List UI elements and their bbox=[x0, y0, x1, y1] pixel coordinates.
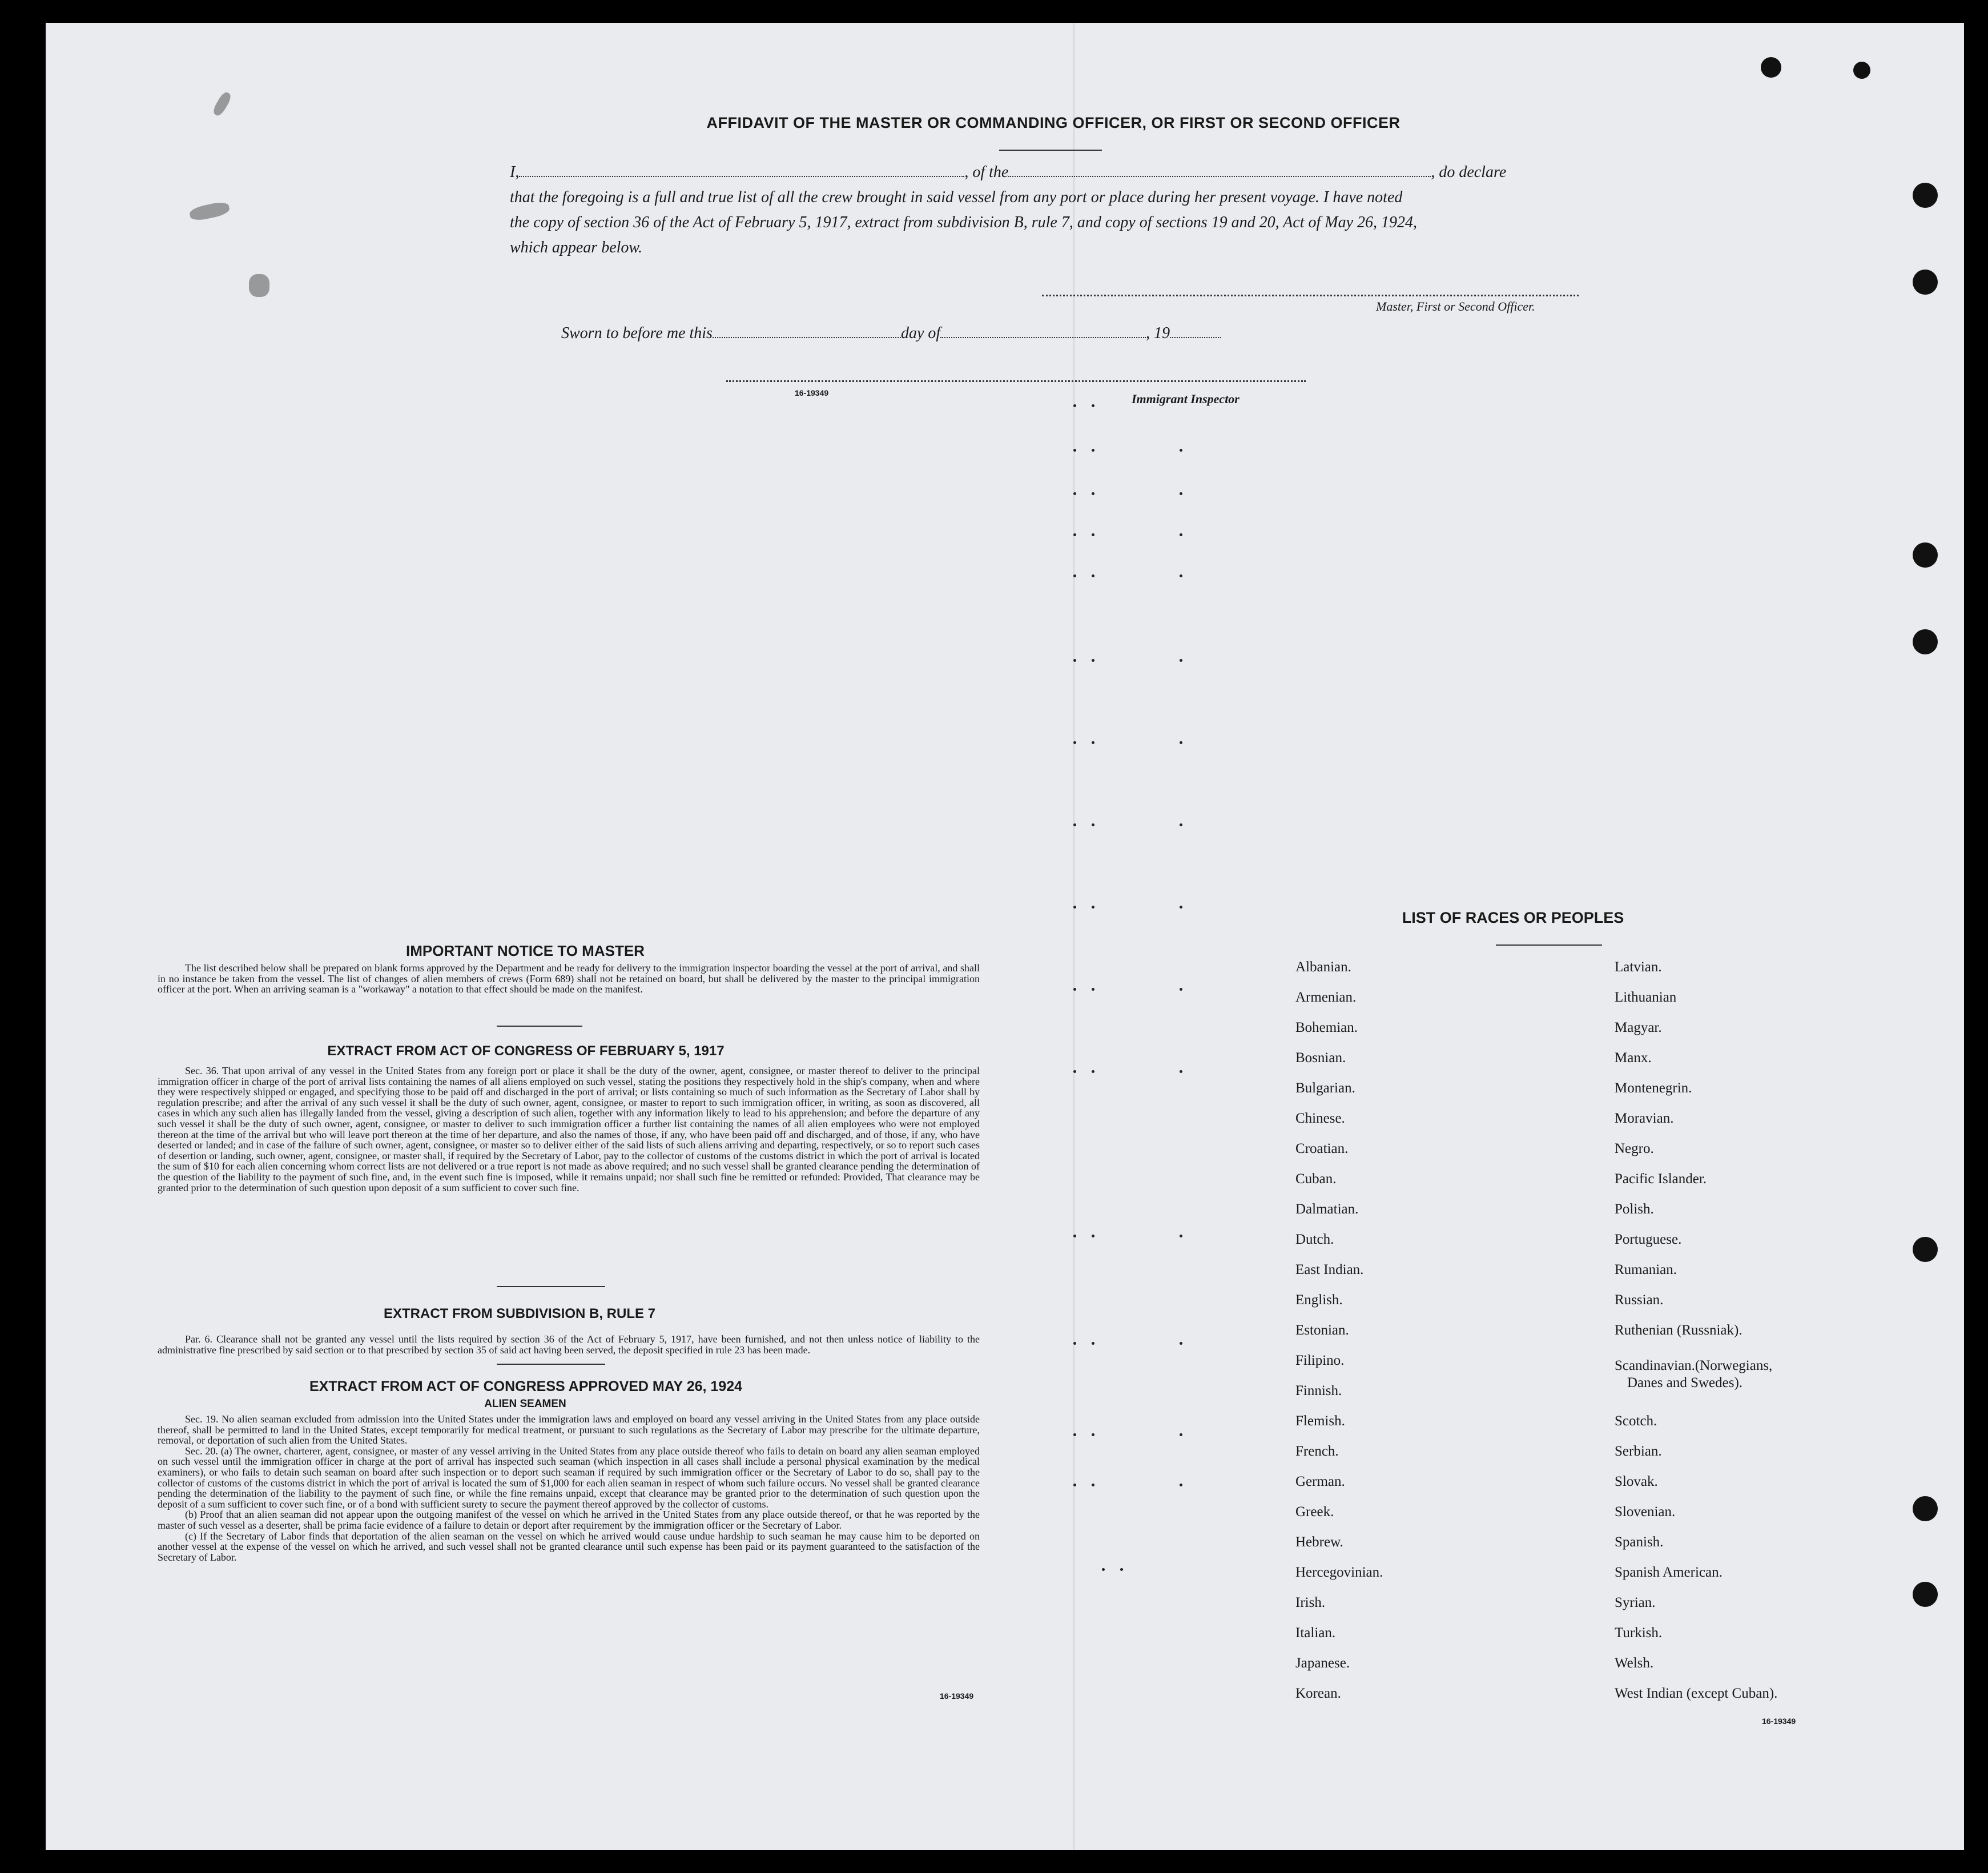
race-item: Russian. bbox=[1615, 1292, 1664, 1308]
ink-smudge bbox=[188, 200, 230, 222]
notice-paragraph: The list described below shall be prepared on blank forms approved by the Department and be ready for delivery to the immigration inspector boarding the vessel at the port of arrival, and shall in no instance be taken from the vessel. The list of changes of alien members of crews (Form 689) shall not be retained on board, but shall be delivered by the master to the principal immigration officer at the port. When an arriving seaman is a "workaway" a notation to that effect should be made on the manifest. bbox=[158, 962, 980, 995]
day-of-label: day of bbox=[900, 324, 941, 342]
form-number: 16-19349 bbox=[1762, 1717, 1796, 1726]
title-rule bbox=[999, 150, 1102, 151]
race-item: Slovenian. bbox=[1615, 1504, 1676, 1520]
race-item: Latvian. bbox=[1615, 959, 1662, 975]
race-item: English. bbox=[1295, 1292, 1343, 1308]
sworn-line bbox=[561, 324, 1361, 343]
ink-smudge bbox=[211, 90, 233, 117]
race-item: Slovak. bbox=[1615, 1474, 1658, 1489]
race-item: Chinese. bbox=[1295, 1111, 1345, 1126]
rule-7-title: EXTRACT FROM SUBDIVISION B, RULE 7 bbox=[383, 1306, 656, 1321]
extract-1924-body bbox=[158, 1414, 980, 1562]
sec-19-paragraph: Sec. 19. No alien seaman excluded from admission into the United States under the immigration laws and employed on board any vessel arriving in the United States from any place outside thereof, shall be permitted to land in the United States, except temporarily for medical treatment, or pursuant to such regulations as the Secretary of Labor may prescribe for the ultimate departure, removal, or deportation of such alien from the United States. bbox=[158, 1413, 980, 1446]
section-rule bbox=[497, 1026, 582, 1027]
punch-hole bbox=[1913, 1582, 1938, 1607]
punch-hole bbox=[1913, 1237, 1938, 1262]
par-6-paragraph: Par. 6. Clearance shall not be granted any vessel until the lists required by section 36 of the Act of February 5, 1917, have been furnished, and not then unless notice of liability to the administrative fine prescribed by said section or to that prescribed by section 35 of said act having been served, the deposit specified in rule 23 has been made. bbox=[158, 1333, 980, 1356]
punch-hole bbox=[1853, 62, 1870, 79]
month-blank[interactable] bbox=[940, 337, 1146, 338]
race-item: Croatian. bbox=[1295, 1141, 1349, 1156]
race-item: Finnish. bbox=[1295, 1383, 1342, 1398]
race-item: Spanish. bbox=[1615, 1534, 1664, 1550]
race-item: Japanese. bbox=[1295, 1655, 1350, 1671]
race-item: West Indian (except Cuban). bbox=[1615, 1686, 1778, 1701]
race-item: Filipino. bbox=[1295, 1353, 1345, 1368]
race-item: Turkish. bbox=[1615, 1625, 1663, 1641]
sec-20a-paragraph: Sec. 20. (a) The owner, charterer, agent, consignee, or master of any vessel arriving in the United States from any place outside thereof who fails to detain on board any alien seaman employed on such vessel until the immigration officer in charge at the port of arrival has inspected such seaman (which inspection in all cases shall include a personal physical examination by the medical examiners), or who fails to detain such seaman on board after such inspection or to deport such seaman if required by such immigration officer or the Secretary of Labor to do so, shall pay to the collector of customs of the customs district in which the port of arrival is located the sum of $1,000 for each alien seaman in respect of whom such failure occurs. No vessel shall be granted clearance pending the determination of the liability to the payment of such fine, or while the fine remains unpaid, except that clearance may be granted prior to the determination of such question upon the deposit of a sum sufficient to cover such fine, or of a bond with sufficient surety to secure the payment thereof approved by the collector of customs. bbox=[158, 1445, 980, 1510]
races-title: LIST OF RACES OR PEOPLES bbox=[1402, 909, 1624, 926]
document-sheet bbox=[46, 23, 1964, 1850]
master-signature-caption: Master, First or Second Officer. bbox=[1376, 299, 1535, 313]
day-blank[interactable] bbox=[713, 337, 901, 338]
race-item: Armenian. bbox=[1295, 990, 1357, 1005]
inspector-signature-line[interactable] bbox=[726, 380, 1306, 382]
race-item: Manx. bbox=[1615, 1050, 1652, 1066]
affidavit-title: AFFIDAVIT OF THE MASTER OR COMMANDING OFFICER, OR FIRST OR SECOND OFFICER bbox=[706, 114, 1401, 131]
affidavit-line-2: that the foregoing is a full and true list of all the crew brought in said vessel from any port or place during her present voyage. I have noted bbox=[510, 188, 1403, 206]
ink-smudge bbox=[249, 274, 269, 297]
punch-hole bbox=[1761, 57, 1781, 78]
affidavit-line-4: which appear below. bbox=[510, 239, 643, 256]
extract-1924-title: EXTRACT FROM ACT OF CONGRESS APPROVED MAY 26, 1924 bbox=[309, 1378, 743, 1394]
races-title-rule bbox=[1496, 944, 1602, 946]
sec-36-paragraph: Sec. 36. That upon arrival of any vessel in the United States from any foreign port or place it shall be the duty of the owner, agent, consignee, or master thereof to deliver to the principal immigration officer in charge of the port of arrival lists containing the names of all aliens employed on such vessel, stating the positions they respectively hold in the ship's company, when and where they were respectively shipped or engaged, and specifying those to be paid off and discharged in the port of arrival; or lists containing so much of such information as the Secretary of Labor shall by regulation prescribe; and after the arrival of any such vessel it shall be the duty of such owner, agent, consignee, or master to report to such immigration officer, in writing, as soon as discovered, all cases in which any such alien has illegally landed from the vessel, giving a description of such alien, together with any information likely to lead to his apprehension; and before the departure of any such vessel it shall be the duty of such owner, agent, consignee, or master to deliver to such immigration officer a further list containing the names of all alien employees who were not employed thereon at the time of the arrival but who will leave port thereon at the time of her departure, and also the names of those, if any, who have been paid off and discharged, and of those, if any, who have deserted or landed; and in case of the failure of such owner, agent, consignee, or master so to deliver either of the said lists of such aliens arriving and departing, respectively, or so to report such cases of desertion or landing, such owner, agent, consignee, or master shall, if required by the Secretary of Labor, pay to the collector of customs of the customs district in which the port of arrival is located the sum of $10 for each alien concerning whom correct lists are not delivered or a true report is not made as above required; and no such vessel shall be granted clearance pending the determination of the question of the liability to the payment of such fine, and, in the event such fine is imposed, while it remains unpaid; nor shall such fine be remitted or refunded: Provided, That clearance may be granted prior to the determination of such question upon deposit of a sum sufficient to cover such fine. bbox=[158, 1065, 980, 1193]
punch-hole bbox=[1913, 1496, 1938, 1521]
extract-1917-body bbox=[158, 1066, 980, 1193]
race-item: Polish. bbox=[1615, 1201, 1654, 1217]
inspector-caption: Immigrant Inspector bbox=[1132, 392, 1240, 406]
form-number: 16-19349 bbox=[795, 388, 829, 397]
race-item: Magyar. bbox=[1615, 1020, 1662, 1035]
race-item: Spanish American. bbox=[1615, 1565, 1723, 1580]
race-item: East Indian. bbox=[1295, 1262, 1364, 1277]
race-item: Negro. bbox=[1615, 1141, 1654, 1156]
extract-1917-title: EXTRACT FROM ACT OF CONGRESS OF FEBRUARY 5, 1917 bbox=[327, 1043, 725, 1059]
race-item: Italian. bbox=[1295, 1625, 1336, 1641]
race-item: Dalmatian. bbox=[1295, 1201, 1359, 1217]
race-item: Welsh. bbox=[1615, 1655, 1654, 1671]
name-blank[interactable] bbox=[519, 176, 964, 177]
section-rule bbox=[497, 1286, 605, 1287]
race-item: Ruthenian (Russniak). bbox=[1615, 1323, 1742, 1338]
of-the-label: , of the bbox=[964, 163, 1009, 181]
race-item: Syrian. bbox=[1615, 1595, 1656, 1610]
sec-20c-paragraph: (c) If the Secretary of Labor finds that deportation of the alien seaman on the vessel on which he arrived would cause undue hardship to such seaman he may cause him to be deported on another vessel at the expense of the vessel on which he arrived, and such vessel shall not be granted clearance until such expense has been paid or its payment guaranteed to the satisfaction of the Secretary of Labor. bbox=[158, 1530, 980, 1563]
sec-20b-paragraph: (b) Proof that an alien seaman did not appear upon the outgoing manifest of the vessel on which he arrived in the United States from any place outside thereof, or that he was reported by the master of such vessel as a deserter, shall be prima facie evidence of a failure to detain or deport after requirement by the immigration officer or the Secretary of Labor. bbox=[158, 1509, 980, 1531]
page-fold bbox=[1073, 23, 1075, 1850]
year-blank[interactable] bbox=[1170, 337, 1221, 338]
affidavit-line-3: the copy of section 36 of the Act of February 5, 1917, extract from subdivision B, rule 7, and copy of sections 19 and 20, Act of May 26, 1924, bbox=[510, 214, 1418, 231]
i-label: I, bbox=[510, 163, 520, 181]
race-item: Pacific Islander. bbox=[1615, 1171, 1707, 1187]
punch-hole bbox=[1913, 629, 1938, 654]
notice-title: IMPORTANT NOTICE TO MASTER bbox=[406, 942, 645, 959]
race-item: Scotch. bbox=[1615, 1413, 1657, 1429]
race-item: Korean. bbox=[1295, 1686, 1341, 1701]
race-item: Montenegrin. bbox=[1615, 1080, 1692, 1096]
race-item: Estonian. bbox=[1295, 1323, 1349, 1338]
sworn-label: Sworn to before me this bbox=[561, 324, 713, 342]
race-item: Dutch. bbox=[1295, 1232, 1334, 1247]
race-item: Bohemian. bbox=[1295, 1020, 1358, 1035]
race-item: Portuguese. bbox=[1615, 1232, 1682, 1247]
race-item: Danes and Swedes). bbox=[1627, 1375, 1743, 1390]
race-item: French. bbox=[1295, 1444, 1339, 1459]
race-item: Albanian. bbox=[1295, 959, 1351, 975]
race-item: Flemish. bbox=[1295, 1413, 1345, 1429]
master-signature-line[interactable] bbox=[1042, 295, 1579, 296]
race-item: Rumanian. bbox=[1615, 1262, 1677, 1277]
notice-body bbox=[158, 963, 980, 995]
rule-7-body bbox=[158, 1334, 980, 1355]
form-number: 16-19349 bbox=[940, 1691, 974, 1701]
year-label: , 19 bbox=[1146, 324, 1170, 342]
race-item: Greek. bbox=[1295, 1504, 1334, 1520]
race-item: Bosnian. bbox=[1295, 1050, 1346, 1066]
section-rule bbox=[497, 1364, 605, 1365]
vessel-blank[interactable] bbox=[1008, 176, 1431, 177]
race-item: Scandinavian.(Norwegians, bbox=[1615, 1358, 1773, 1373]
race-item: Lithuanian bbox=[1615, 990, 1677, 1005]
affidavit-line-1 bbox=[510, 163, 1629, 182]
punch-hole bbox=[1913, 183, 1938, 208]
race-item: Moravian. bbox=[1615, 1111, 1674, 1126]
race-item: Cuban. bbox=[1295, 1171, 1337, 1187]
race-item: Hebrew. bbox=[1295, 1534, 1343, 1550]
race-item: Irish. bbox=[1295, 1595, 1326, 1610]
race-item: Bulgarian. bbox=[1295, 1080, 1355, 1096]
race-item: Hercegovinian. bbox=[1295, 1565, 1383, 1580]
alien-seamen-subtitle: ALIEN SEAMEN bbox=[484, 1398, 566, 1410]
race-item: Serbian. bbox=[1615, 1444, 1662, 1459]
race-item: German. bbox=[1295, 1474, 1345, 1489]
punch-hole bbox=[1913, 542, 1938, 568]
punch-hole bbox=[1913, 270, 1938, 295]
do-declare-label: , do declare bbox=[1431, 163, 1507, 181]
